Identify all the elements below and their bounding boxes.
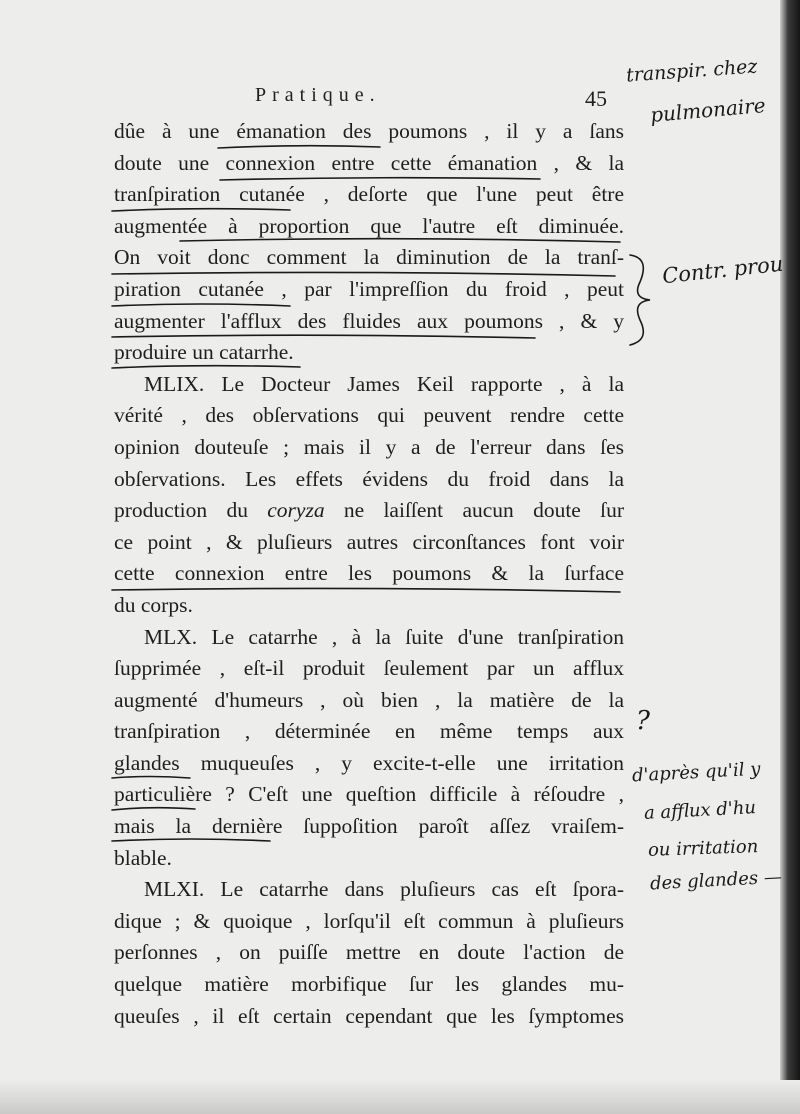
text-line: produire un catarrhe. [114, 340, 294, 365]
text-line: du corps. [114, 592, 193, 617]
text-line: dûe à une émanation des poumons , il y a ſans [114, 119, 624, 143]
underline-particuliere [112, 808, 195, 810]
text-line: dique ; & quoique , lorſqu'il eſt commun à pluſieurs [114, 908, 624, 933]
underline-catarrhe [112, 366, 300, 368]
text-line: ſupprimée , eſt-il produit ſeulement par un afflux [114, 656, 624, 681]
margin-note-lower-line2: a afflux d'hu [643, 797, 757, 824]
text-line: opinion douteuſe ; mais il y a de l'erreur dans ſes [114, 434, 624, 459]
underline-glandes [112, 777, 190, 779]
text-line: mais la dernière ſuppoſition paroît aſſez vraiſem- [114, 814, 624, 839]
paragraph-start-mlxi: MLXI. Le catarrhe dans pluſieurs cas eſt ſpora- [144, 877, 624, 902]
text-line: queuſes , il eſt certain cependant que les ſymptomes [114, 1003, 624, 1028]
text-line: vérité , des obſervations qui peuvent rendre cette [114, 403, 624, 428]
underline-proportion [180, 239, 620, 242]
text-segment: ne laiſſent aucun doute ſur [343, 498, 625, 523]
text-line: tranſpiration , déterminée en même temps aux [114, 719, 624, 744]
text-line: glandes muqueuſes , y excite-t-elle une irritation [114, 750, 624, 775]
underline-diminution [112, 272, 615, 276]
underline-derniere [112, 839, 270, 841]
text-line: doute une connexion entre cette émanation , & la [114, 150, 624, 175]
text-line: augmenter l'afflux des fluides aux poumons , & y [114, 308, 624, 333]
page-number: 45 [585, 86, 607, 111]
underline-surface [112, 588, 620, 592]
text-segment: production du [114, 498, 248, 523]
margin-note-lower-line4: des glandes — [649, 866, 783, 895]
underline-emanation [218, 146, 380, 148]
margin-note-brace: Contr. prou [661, 251, 785, 289]
text-line: perſonnes , on puiſſe mettre en doute l'action de [114, 940, 624, 965]
margin-note-top-line2: pulmonaire [649, 93, 767, 127]
underline-transpiration [112, 209, 290, 211]
text-line: On voit donc comment la diminution de la tranſ- [114, 245, 624, 270]
underline-cutanee [112, 304, 290, 306]
text-line: augmentée à proportion que l'autre eſt diminuée. [114, 213, 624, 238]
underline-connexion [220, 178, 540, 180]
margin-question-mark: ? [636, 706, 650, 736]
text-line: obſervations. Les effets évidens du froid dans la [114, 466, 624, 491]
italic-term: coryza [267, 498, 325, 523]
paragraph-start-mlx: MLX. Le catarrhe , à la ſuite d'une tranſpiration [144, 624, 624, 649]
text-line: piration cutanée , par l'impreſſion du froid , peut [114, 276, 624, 301]
margin-note-lower-line1: d'après qu'il y [631, 758, 761, 787]
text-line: augmenté d'humeurs , où bien , la matière de la [114, 687, 624, 712]
paragraph-start-mlix: MLIX. Le Docteur James Keil rapporte , à la [144, 371, 624, 396]
margin-brace [630, 255, 650, 345]
running-head: Pratique. [255, 84, 381, 106]
margin-note-lower-line3: ou irritation [647, 836, 759, 861]
text-line: quelque matière morbifique ſur les glandes mu- [114, 972, 624, 997]
underline-afflux [112, 335, 535, 338]
text-line: particulière ? C'eſt une queſtion difficile à réſoudre , [114, 782, 624, 807]
text-line: blable. [114, 845, 172, 870]
margin-note-top-line1: transpir. chez [625, 55, 759, 87]
text-line: cette connexion entre les poumons & la ſurface [114, 561, 624, 586]
text-line: tranſpiration cutanée , deſorte que l'une peut être [114, 182, 624, 207]
text-line: ce point , & pluſieurs autres circonſtances font voir [114, 529, 624, 554]
